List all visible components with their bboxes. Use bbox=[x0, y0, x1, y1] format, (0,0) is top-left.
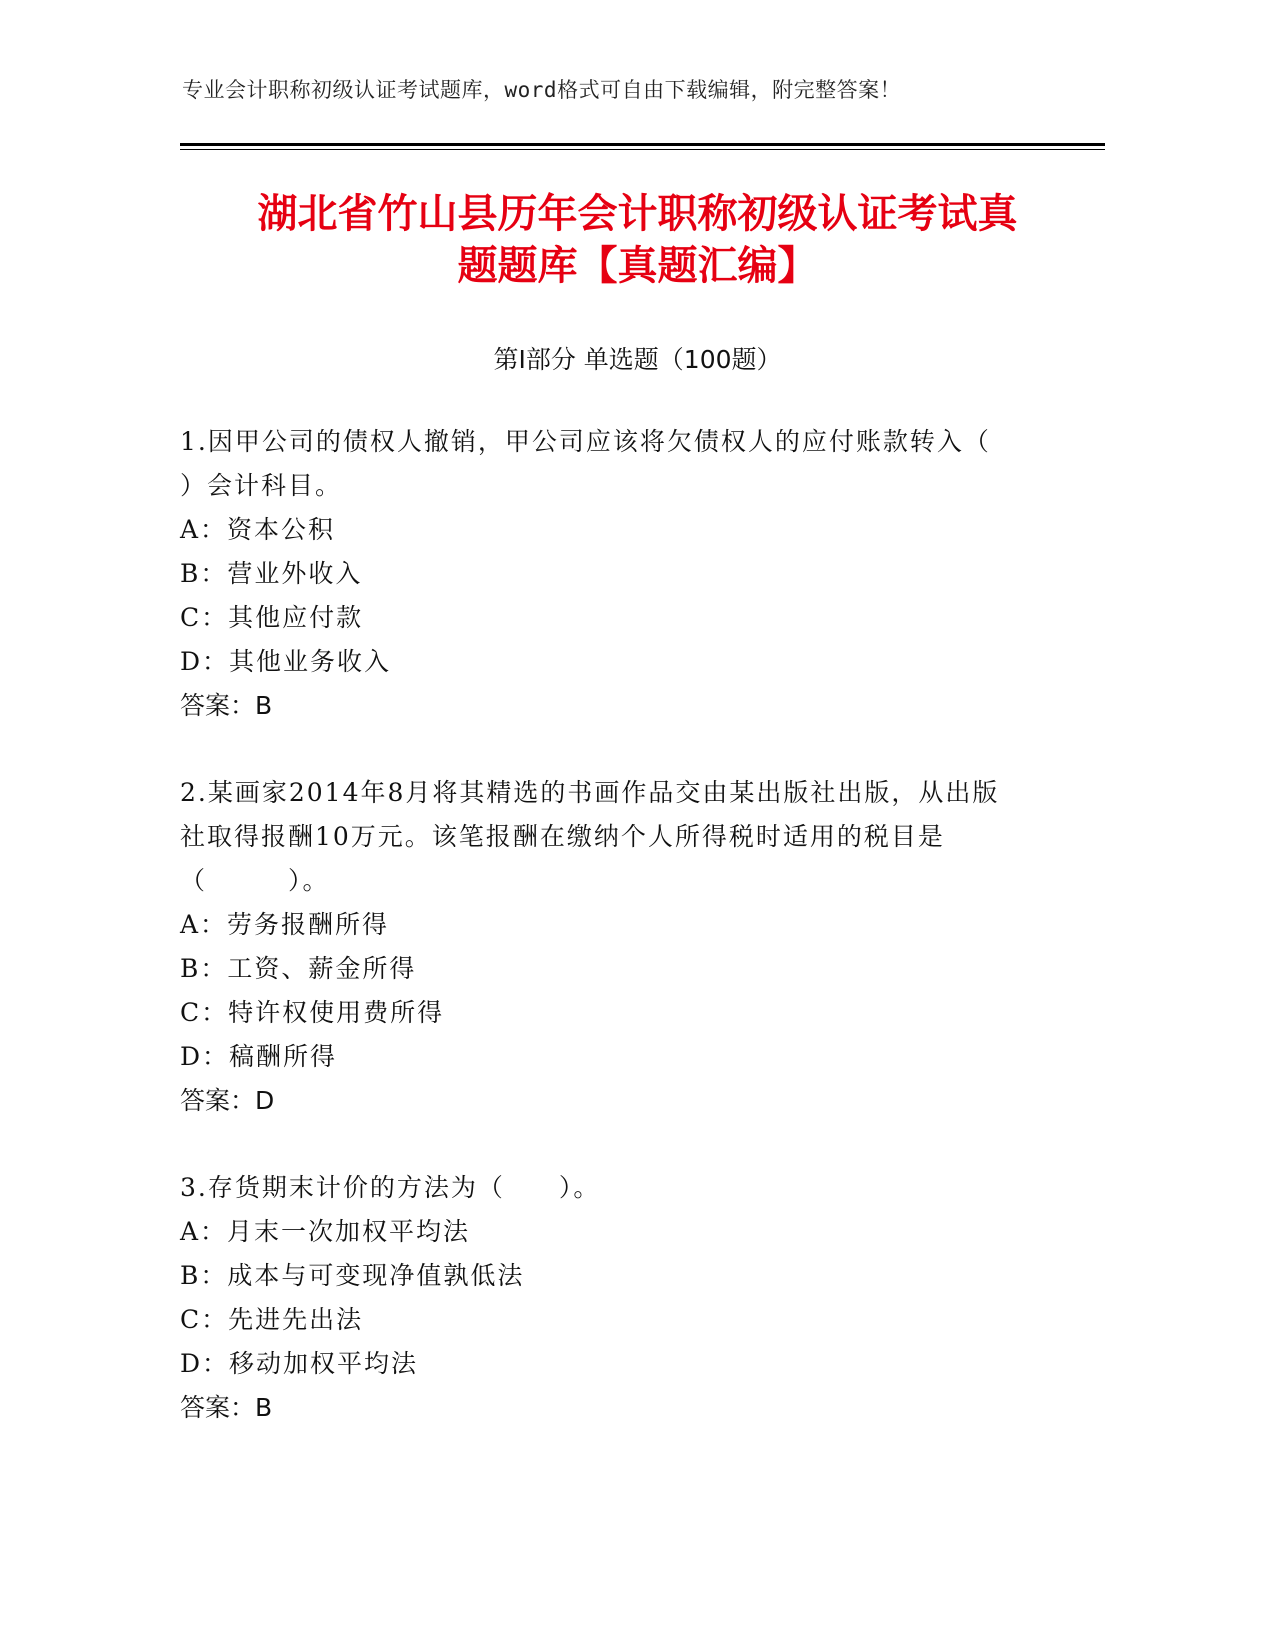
question-2-option-a: A：劳务报酬所得 bbox=[180, 910, 390, 939]
question-3-text-line-1: 3.存货期末计价的方法为（ ）。 bbox=[180, 1173, 601, 1202]
document-title-line-2: 题题库【真题汇编】 bbox=[457, 243, 818, 289]
header-rule bbox=[180, 143, 1105, 146]
question-2-text-line-2: 社取得报酬10万元。该笔报酬在缴纳个人所得税时适用的税目是 bbox=[180, 822, 945, 851]
question-2-answer: 答案：D bbox=[180, 1086, 275, 1115]
question-1-text-line-2: ）会计科目。 bbox=[180, 471, 343, 500]
header-rule-thin bbox=[180, 149, 1105, 150]
question-1 bbox=[180, 420, 1030, 728]
question-2-text-line-1: 2.某画家2014年8月将其精选的书画作品交由某出版社出版，从出版 bbox=[180, 778, 1000, 807]
question-2 bbox=[180, 771, 1030, 1123]
question-3-option-a: A：月末一次加权平均法 bbox=[180, 1217, 471, 1246]
question-1-answer: 答案：B bbox=[180, 691, 273, 720]
question-list bbox=[180, 420, 1030, 1473]
question-1-text-line-1: 1.因甲公司的债权人撤销，甲公司应该将欠债权人的应付账款转入（ bbox=[180, 427, 991, 456]
question-3-option-b: B：成本与可变现净值孰低法 bbox=[180, 1261, 525, 1290]
question-1-option-c: C：其他应付款 bbox=[180, 603, 364, 632]
document-title-line-1: 湖北省竹山县历年会计职称初级认证考试真 bbox=[257, 191, 1018, 237]
question-3-option-c: C：先进先出法 bbox=[180, 1305, 364, 1334]
header-note: 专业会计职称初级认证考试题库，word格式可自由下载编辑，附完整答案！ bbox=[182, 78, 902, 102]
question-2-option-c: C：特许权使用费所得 bbox=[180, 998, 445, 1027]
question-2-option-b: B：工资、薪金所得 bbox=[180, 954, 417, 983]
question-1-option-b: B：营业外收入 bbox=[180, 559, 363, 588]
question-2-option-d: D：稿酬所得 bbox=[180, 1042, 338, 1071]
question-1-option-a: A：资本公积 bbox=[180, 515, 336, 544]
question-2-text-line-3: （ ）。 bbox=[180, 866, 330, 895]
question-1-option-d: D：其他业务收入 bbox=[180, 647, 392, 676]
document-title bbox=[180, 188, 1095, 292]
question-3-answer: 答案：B bbox=[180, 1393, 273, 1422]
question-3 bbox=[180, 1166, 1030, 1430]
question-3-option-d: D：移动加权平均法 bbox=[180, 1349, 419, 1378]
section-title: 第Ⅰ部分 单选题（100题） bbox=[493, 345, 782, 374]
